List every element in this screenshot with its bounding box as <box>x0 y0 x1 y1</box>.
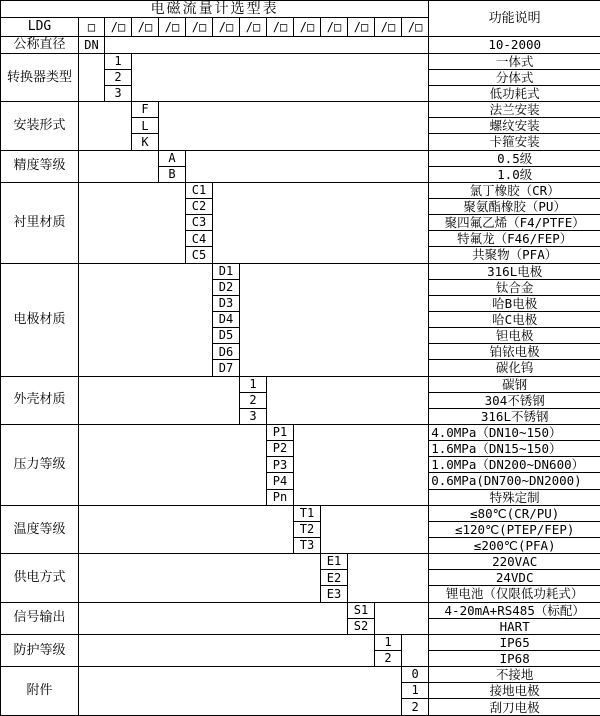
desc-cell: 接地电极 <box>429 683 600 699</box>
spacer-cell <box>79 102 132 150</box>
group-label-nominal-diameter: 公称直径 <box>1 37 79 54</box>
desc-cell: 钽电极 <box>429 328 600 344</box>
desc-cell: 316L不锈钢 <box>429 408 600 424</box>
group-label-signal-output: 信号输出 <box>1 602 79 634</box>
spacer-cell <box>105 37 429 54</box>
code-cell: Pn <box>267 489 294 505</box>
group-label-accuracy: 精度等级 <box>1 150 79 182</box>
code-box: □ <box>79 18 105 37</box>
spacer-cell <box>240 263 429 376</box>
function-column-header: 功能说明 <box>429 1 600 37</box>
desc-cell: 10-2000 <box>429 37 600 54</box>
spacer-cell <box>79 667 402 716</box>
spacer-cell <box>375 602 429 634</box>
code-cell: 1 <box>240 376 267 392</box>
group-label-installation: 安装形式 <box>1 102 79 150</box>
desc-cell: 220VAC <box>429 554 600 570</box>
spacer-cell <box>79 505 294 553</box>
desc-cell: 铂铱电极 <box>429 344 600 360</box>
code-cell: C3 <box>186 215 213 231</box>
code-cell: D6 <box>213 344 240 360</box>
desc-cell: 氯丁橡胶（CR） <box>429 182 600 198</box>
spacer-cell <box>159 102 429 150</box>
desc-cell: 螺纹安装 <box>429 118 600 134</box>
desc-cell: ≤200℃(PFA) <box>429 537 600 553</box>
code-cell: D5 <box>213 328 240 344</box>
desc-cell: 1.0MPa（DN200~DN600） <box>429 457 600 473</box>
code-cell: S2 <box>348 618 375 634</box>
spacer-cell <box>294 424 429 505</box>
desc-cell: ≤120℃(PTEP/FEP) <box>429 521 600 537</box>
code-box: /□ <box>348 18 375 37</box>
spacer-cell <box>321 505 429 553</box>
spacer-cell <box>79 263 213 376</box>
desc-cell: 碳化钨 <box>429 360 600 376</box>
desc-cell: 316L电极 <box>429 263 600 279</box>
code-cell: D4 <box>213 311 240 327</box>
desc-cell: 哈C电极 <box>429 311 600 327</box>
desc-cell: 4.0MPa（DN10~150） <box>429 424 600 440</box>
desc-cell: 共聚物（PFA） <box>429 247 600 263</box>
code-cell: 2 <box>105 69 132 85</box>
code-box: /□ <box>402 18 429 37</box>
group-label-pressure-rating: 压力等级 <box>1 424 79 505</box>
desc-cell: 锂电池（仅限低功耗式） <box>429 586 600 602</box>
code-cell: C5 <box>186 247 213 263</box>
code-box: /□ <box>267 18 294 37</box>
desc-cell: 24VDC <box>429 570 600 586</box>
spacer-cell <box>79 554 321 602</box>
code-box: /□ <box>132 18 159 37</box>
desc-cell: 聚氨酯橡胶（PU） <box>429 199 600 215</box>
desc-cell: 0.6MPa(DN700~DN2000) <box>429 473 600 489</box>
spacer-cell <box>348 554 429 602</box>
code-box: /□ <box>321 18 348 37</box>
desc-cell: 特氟龙（F46/FEP） <box>429 231 600 247</box>
code-cell: F <box>132 102 159 118</box>
spacer-cell <box>79 424 267 505</box>
code-cell: 1 <box>105 53 132 69</box>
code-cell: 2 <box>240 392 267 408</box>
desc-cell: 不接地 <box>429 667 600 683</box>
group-label-temperature-rating: 温度等级 <box>1 505 79 553</box>
desc-cell: 特殊定制 <box>429 489 600 505</box>
spacer-cell <box>402 634 429 666</box>
desc-cell: 分体式 <box>429 69 600 85</box>
spacer-cell <box>79 602 348 634</box>
code-cell: C4 <box>186 231 213 247</box>
desc-cell: 1.6MPa（DN15~150） <box>429 441 600 457</box>
desc-cell: 卡箍安装 <box>429 134 600 150</box>
code-box: /□ <box>105 18 132 37</box>
code-cell: 3 <box>105 86 132 102</box>
code-cell: E1 <box>321 554 348 570</box>
spacer-cell <box>79 634 375 666</box>
code-cell: 1 <box>402 683 429 699</box>
code-box: /□ <box>375 18 402 37</box>
code-cell: A <box>159 150 186 166</box>
desc-cell: 1.0级 <box>429 166 600 182</box>
spacer-cell <box>213 182 429 263</box>
code-cell: D2 <box>213 279 240 295</box>
code-cell: B <box>159 166 186 182</box>
code-cell: P1 <box>267 424 294 440</box>
desc-cell: 低功耗式 <box>429 86 600 102</box>
code-cell: T1 <box>294 505 321 521</box>
desc-cell: 法兰安装 <box>429 102 600 118</box>
code-cell: P4 <box>267 473 294 489</box>
desc-cell: 刮刀电极 <box>429 699 600 716</box>
group-label-protection-rating: 防护等级 <box>1 634 79 666</box>
group-label-power-supply: 供电方式 <box>1 554 79 602</box>
code-box: /□ <box>240 18 267 37</box>
desc-cell: 钛合金 <box>429 279 600 295</box>
group-label-lining-material: 衬里材质 <box>1 182 79 263</box>
code-cell: P3 <box>267 457 294 473</box>
code-cell: C2 <box>186 199 213 215</box>
code-cell: P2 <box>267 441 294 457</box>
model-prefix: LDG <box>1 18 79 37</box>
spacer-cell <box>79 182 186 263</box>
desc-cell: 0.5级 <box>429 150 600 166</box>
code-box: /□ <box>159 18 186 37</box>
code-cell: S1 <box>348 602 375 618</box>
desc-cell: IP68 <box>429 650 600 666</box>
code-cell: E3 <box>321 586 348 602</box>
code-cell: 1 <box>375 634 402 650</box>
group-label-housing-material: 外壳材质 <box>1 376 79 424</box>
spacer-cell <box>79 53 105 101</box>
desc-cell: 一体式 <box>429 53 600 69</box>
code-cell: K <box>132 134 159 150</box>
code-cell: D7 <box>213 360 240 376</box>
desc-cell: 碳钢 <box>429 376 600 392</box>
desc-cell: 聚四氟乙烯（F4/PTFE） <box>429 215 600 231</box>
desc-cell: ≤80℃(CR/PU) <box>429 505 600 521</box>
desc-cell: HART <box>429 618 600 634</box>
code-cell: DN <box>79 37 105 54</box>
spacer-cell <box>267 376 429 424</box>
code-cell: 2 <box>375 650 402 666</box>
spacer-cell <box>186 150 429 182</box>
code-box: /□ <box>294 18 321 37</box>
code-cell: T2 <box>294 521 321 537</box>
code-cell: 2 <box>402 699 429 716</box>
code-cell: 3 <box>240 408 267 424</box>
desc-cell: 304不锈钢 <box>429 392 600 408</box>
table-title: 电磁流量计选型表 <box>1 1 429 18</box>
group-label-accessories: 附件 <box>1 667 79 716</box>
code-cell: 0 <box>402 667 429 683</box>
code-cell: D3 <box>213 295 240 311</box>
code-cell: C1 <box>186 182 213 198</box>
code-cell: E2 <box>321 570 348 586</box>
desc-cell: 哈B电极 <box>429 295 600 311</box>
code-cell: T3 <box>294 537 321 553</box>
code-cell: D1 <box>213 263 240 279</box>
spacer-cell <box>79 150 159 182</box>
group-label-electrode-material: 电极材质 <box>1 263 79 376</box>
code-box: /□ <box>186 18 213 37</box>
desc-cell: 4-20mA+RS485（标配） <box>429 602 600 618</box>
spacer-cell <box>79 376 240 424</box>
group-label-converter-type: 转换器类型 <box>1 53 79 101</box>
spacer-cell <box>132 53 429 101</box>
desc-cell: IP65 <box>429 634 600 650</box>
code-box: /□ <box>213 18 240 37</box>
code-cell: L <box>132 118 159 134</box>
